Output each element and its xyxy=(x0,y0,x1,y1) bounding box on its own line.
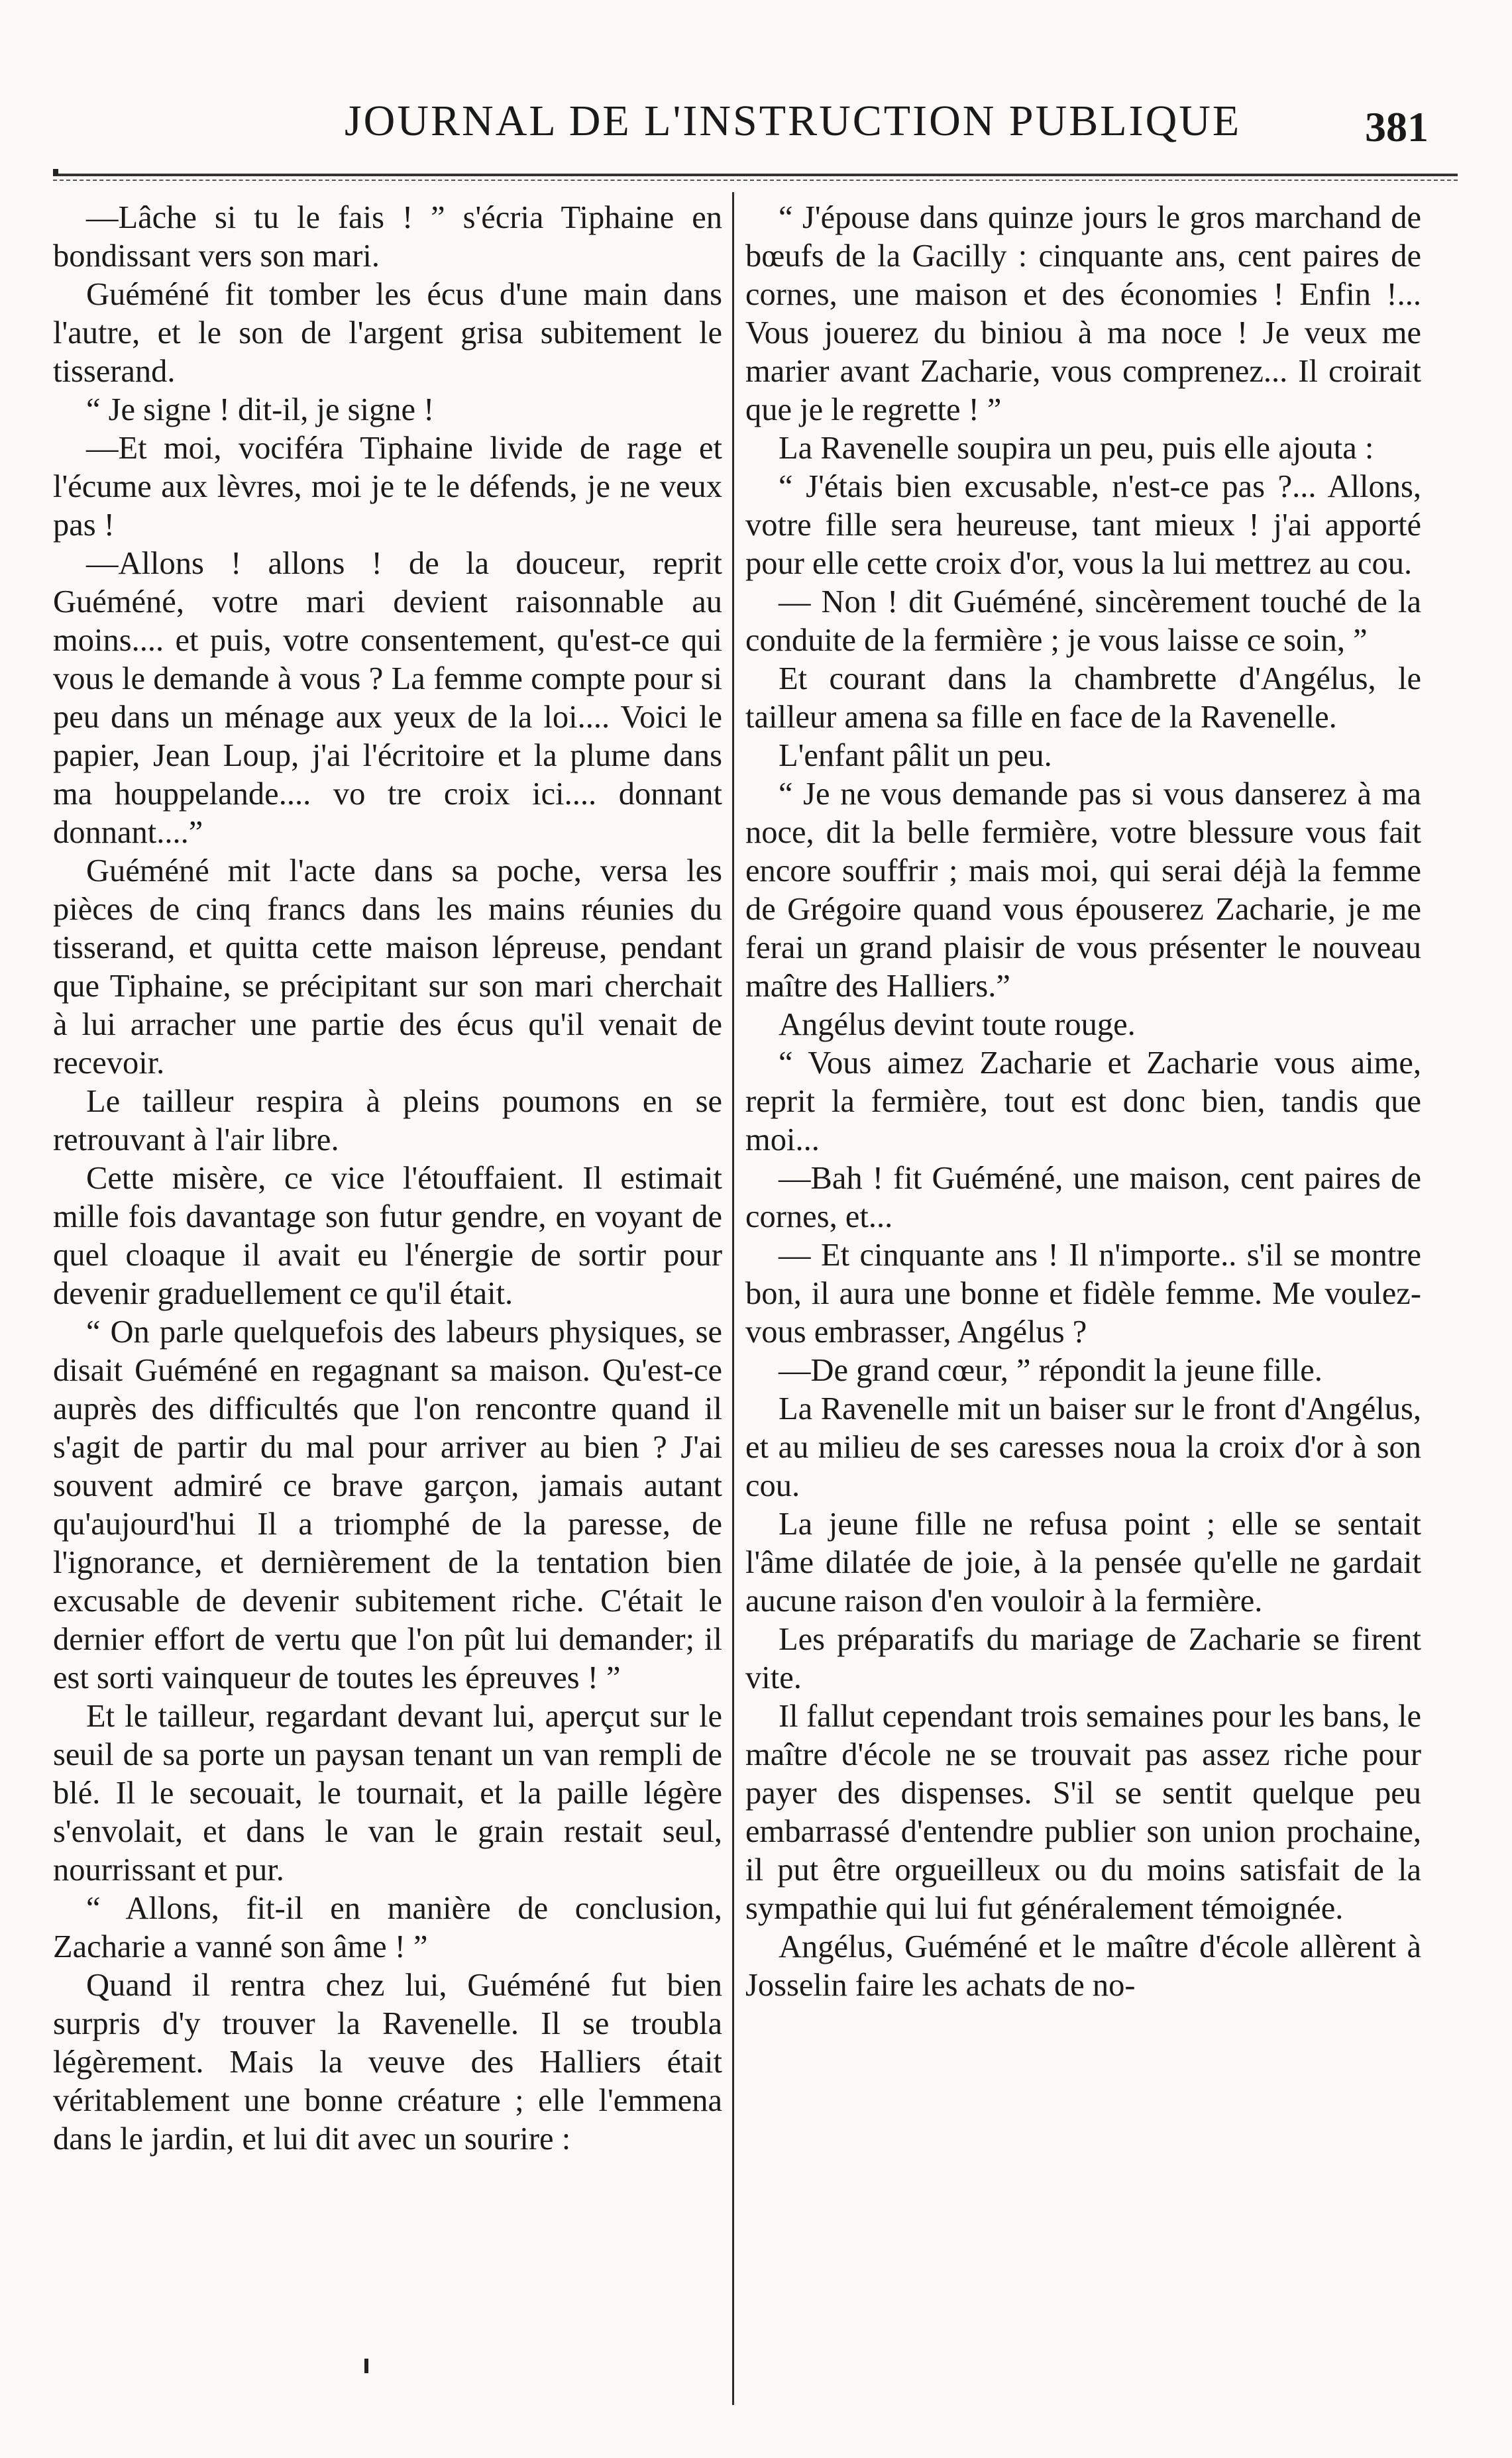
paragraph: Il fallut cependant trois semaines pour les bans, le maître d'école ne se trouvait pas assez riche pour payer des dispenses. S'il se sentit quelque peu embarrassé d'entendre publier son union prochaine, il put être orgueilleux ou du moins satisfait de la sympathie qui lui fut généralement témoignée. xyxy=(745,1699,1421,1926)
paragraph: Guéméné fit tomber les écus d'une main dans l'autre, et le son de l'argent grisa subitement le tisserand. xyxy=(53,277,722,389)
paragraph: Et courant dans la chambrette d'Angélus, le tailleur amena sa fille en face de la Ravenelle. xyxy=(745,661,1421,735)
paragraph: Angélus, Guéméné et le maître d'école allèrent à Josselin faire les achats de no- xyxy=(745,1929,1421,2003)
paragraph: —Lâche si tu le fais ! ” s'écria Tiphaine en bondissant vers son mari. xyxy=(53,200,722,274)
paragraph: “ Je ne vous demande pas si vous danserez à ma noce, dit la belle fermière, votre blessure vous fait encore souffrir ; mais moi, qui serai déjà la femme de Grégoire quand vous épouserez Zacharie, je me ferai un grand plaisir de vous présenter le nouveau maître des Halliers.” xyxy=(745,776,1421,1004)
paragraph: Cette misère, ce vice l'étouffaient. Il estimait mille fois davantage son futur gendre, en voyant de quel cloaque il avait eu l'énergie de sortir pour devenir graduellement ce qu'il était. xyxy=(53,1161,722,1311)
paragraph: —De grand cœur, ” répondit la jeune fille. xyxy=(779,1353,1323,1388)
paragraph: — Non ! dit Guéméné, sincèrement touché de la conduite de la fermière ; je vous laisse ce soin, ” xyxy=(745,584,1421,658)
print-speck xyxy=(364,2359,368,2373)
paragraph: “ Allons, fit-il en manière de conclusion, Zacharie a vanné son âme ! ” xyxy=(53,1891,722,1964)
paragraph: La jeune fille ne refusa point ; elle se sentait l'âme dilatée de joie, à la pensée qu'elle ne gardait aucune raison d'en vouloir à la fermière. xyxy=(745,1507,1421,1619)
paragraph: L'enfant pâlit un peu. xyxy=(779,738,1052,773)
paragraph: Angélus devint toute rouge. xyxy=(779,1007,1136,1042)
paragraph: —Allons ! allons ! de la douceur, reprit Guéméné, votre mari devient raisonnable au moins.... et puis, votre consentement, qu'est-ce qui vous le demande à vous ? La femme compte pour si peu dans un ménage aux yeux de la loi.... Voici le papier, Jean Loup, j'ai l'écritoire et la plume dans ma houppelande.... vo tre croix ici.... donnant donnant....” xyxy=(53,546,722,850)
running-title: JOURNAL DE L'INSTRUCTION PUBLIQUE xyxy=(345,97,1242,145)
page-number: 381 xyxy=(1365,103,1429,150)
page-header xyxy=(0,83,1512,149)
print-speck xyxy=(53,169,58,176)
header-rule xyxy=(53,174,1458,181)
paragraph: “ J'épouse dans quinze jours le gros marchand de bœufs de la Gacilly : cinquante ans, cent paires de cornes, une maison et des économies ! Enfin !... Vous jouerez du biniou à ma noce ! Je veux me marier avant Zacharie, vous comprenez... Il croirait que je le regrette ! ” xyxy=(745,200,1421,427)
paragraph: La Ravenelle mit un baiser sur le front d'Angélus, et au milieu de ses caresses noua la croix d'or à son cou. xyxy=(745,1391,1421,1503)
paragraph: “ Je signe ! dit-il, je signe ! xyxy=(86,392,435,427)
paragraph: La Ravenelle soupira un peu, puis elle ajouta : xyxy=(779,431,1374,466)
paragraph: Les préparatifs du mariage de Zacharie se firent vite. xyxy=(745,1622,1421,1695)
paragraph: — Et cinquante ans ! Il n'importe.. s'il se montre bon, il aura une bonne et fidèle femme. Me voulez-vous embrasser, Angélus ? xyxy=(745,1238,1421,1350)
paragraph: “ Vous aimez Zacharie et Zacharie vous aime, reprit la fermière, tout est donc bien, tandis que moi... xyxy=(745,1045,1421,1157)
paragraph: “ J'étais bien excusable, n'est-ce pas ?... Allons, votre fille sera heureuse, tant mieux ! j'ai apporté pour elle cette croix d'or, vous la lui mettrez au cou. xyxy=(745,469,1421,581)
paragraph: Quand il rentra chez lui, Guéméné fut bien surpris d'y trouver la Ravenelle. Il se troubla légèrement. Mais la veuve des Halliers était véritablement une bonne créature ; elle l'emmena dans le jardin, et lui dit avec un sourire : xyxy=(53,1968,722,2157)
paragraph: Le tailleur respira à pleins poumons en se retrouvant à l'air libre. xyxy=(53,1084,722,1157)
paragraph: —Bah ! fit Guéméné, une maison, cent paires de cornes, et... xyxy=(745,1161,1421,1234)
left-column xyxy=(53,199,722,2392)
paragraph: —Et moi, vociféra Tiphaine livide de rage et l'écume aux lèvres, moi je te le défends, je ne veux pas ! xyxy=(53,431,722,543)
paragraph: Guéméné mit l'acte dans sa poche, versa les pièces de cinq francs dans les mains réunies du tisserand, et quitta cette maison lépreuse, pendant que Tiphaine, se précipitant sur son mari cherchait à lui arracher une partie des écus qu'il venait de recevoir. xyxy=(53,853,722,1081)
paragraph: Et le tailleur, regardant devant lui, aperçut sur le seuil de sa porte un paysan tenant un van rempli de blé. Il le secouait, le tournait, et la paille légère s'envolait, et dans le van le grain restait seul, nourrissant et pur. xyxy=(53,1699,722,1888)
column-divider xyxy=(732,192,734,2405)
paragraph: “ On parle quelquefois des labeurs physiques, se disait Guéméné en regagnant sa maison. Qu'est-ce auprès des difficultés que l'on rencontre quand il s'agit de partir du mal pour arriver au bien ? J'ai souvent admiré ce brave garçon, jamais autant qu'aujourd'hui Il a triomphé de la paresse, de l'ignorance, et dernièrement de la tentation bien excusable de devenir subitement riche. C'était le dernier effort de vertu que l'on pût lui demander; il est sorti vainqueur de toutes les épreuves ! ” xyxy=(53,1314,722,1695)
right-column xyxy=(745,199,1421,2392)
